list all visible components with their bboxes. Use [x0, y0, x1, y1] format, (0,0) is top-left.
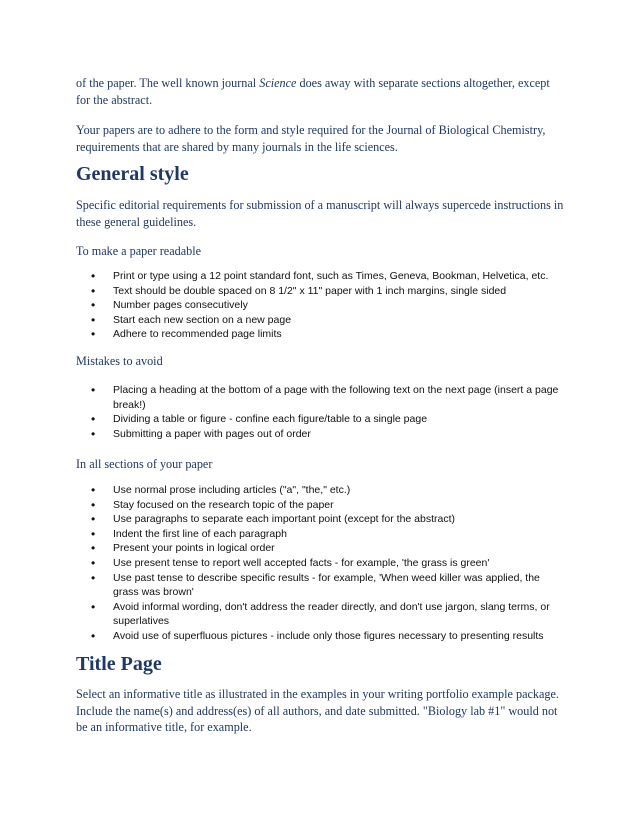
general-style-heading: General style	[76, 163, 189, 185]
list-item: • Stay focused on the research topic of the paper	[76, 498, 564, 513]
list-item: • Present your points in logical order	[76, 541, 564, 556]
list-item: • Text should be double spaced on 8 1/2" x 11" paper with 1 inch margins, single sided	[76, 284, 564, 299]
readable-label: To make a paper readable	[76, 244, 202, 258]
list-item: • Indent the first line of each paragraph	[76, 527, 564, 542]
intro-text-end: does away with separate sections altogether, except for the abstract.	[76, 76, 550, 107]
all-sections-list	[76, 483, 564, 644]
list-item: • Use paragraphs to separate each important point (except for the abstract)	[76, 512, 564, 527]
list-item: • Avoid use of superfluous pictures - include only those figures necessary to presenting results	[76, 629, 564, 644]
title-page-paragraph: Select an informative title as illustrated in the examples in your writing portfolio example package. Include the name(s) and address(es) of all authors, and date submitted. "Biology lab #1" would not be an informative title, for example.	[76, 687, 559, 734]
list-item: • Avoid informal wording, don't address the reader directly, and don't use jargon, slang terms, or superlatives	[76, 600, 564, 629]
list-item: • Use present tense to report well accepted facts - for example, 'the grass is green'	[76, 556, 564, 571]
list-item: • Use past tense to describe specific results - for example, 'When weed killer was applied, the grass was brown'	[76, 571, 564, 600]
list-item: • Start each new section on a new page	[76, 313, 564, 328]
intro-paragraph-1	[76, 75, 564, 108]
list-item: • Dividing a table or figure - confine each figure/table to a single page	[76, 412, 564, 427]
journal-name: Science	[259, 76, 297, 90]
general-style-intro: Specific editorial requirements for submission of a manuscript will always supercede instructions in these general guidelines.	[76, 198, 564, 229]
title-page-heading: Title Page	[76, 653, 162, 675]
list-item: • Submitting a paper with pages out of order	[76, 427, 564, 442]
mistakes-list	[76, 383, 564, 441]
mistakes-label: Mistakes to avoid	[76, 354, 163, 368]
readable-list	[76, 269, 564, 342]
all-sections-label: In all sections of your paper	[76, 457, 213, 471]
list-item: • Number pages consecutively	[76, 298, 564, 313]
list-item: • Placing a heading at the bottom of a page with the following text on the next page (insert a page break!)	[76, 383, 564, 412]
intro-text-start: of the paper. The well known journal	[76, 76, 260, 90]
intro-paragraph-2: Your papers are to adhere to the form and style required for the Journal of Biological Chemistry, requirements that are shared by many journals in the life sciences.	[76, 123, 546, 154]
list-item: • Adhere to recommended page limits	[76, 327, 564, 342]
list-item: • Print or type using a 12 point standard font, such as Times, Geneva, Bookman, Helvetica, etc.	[76, 269, 564, 284]
list-item: • Use normal prose including articles ("a", "the," etc.)	[76, 483, 564, 498]
